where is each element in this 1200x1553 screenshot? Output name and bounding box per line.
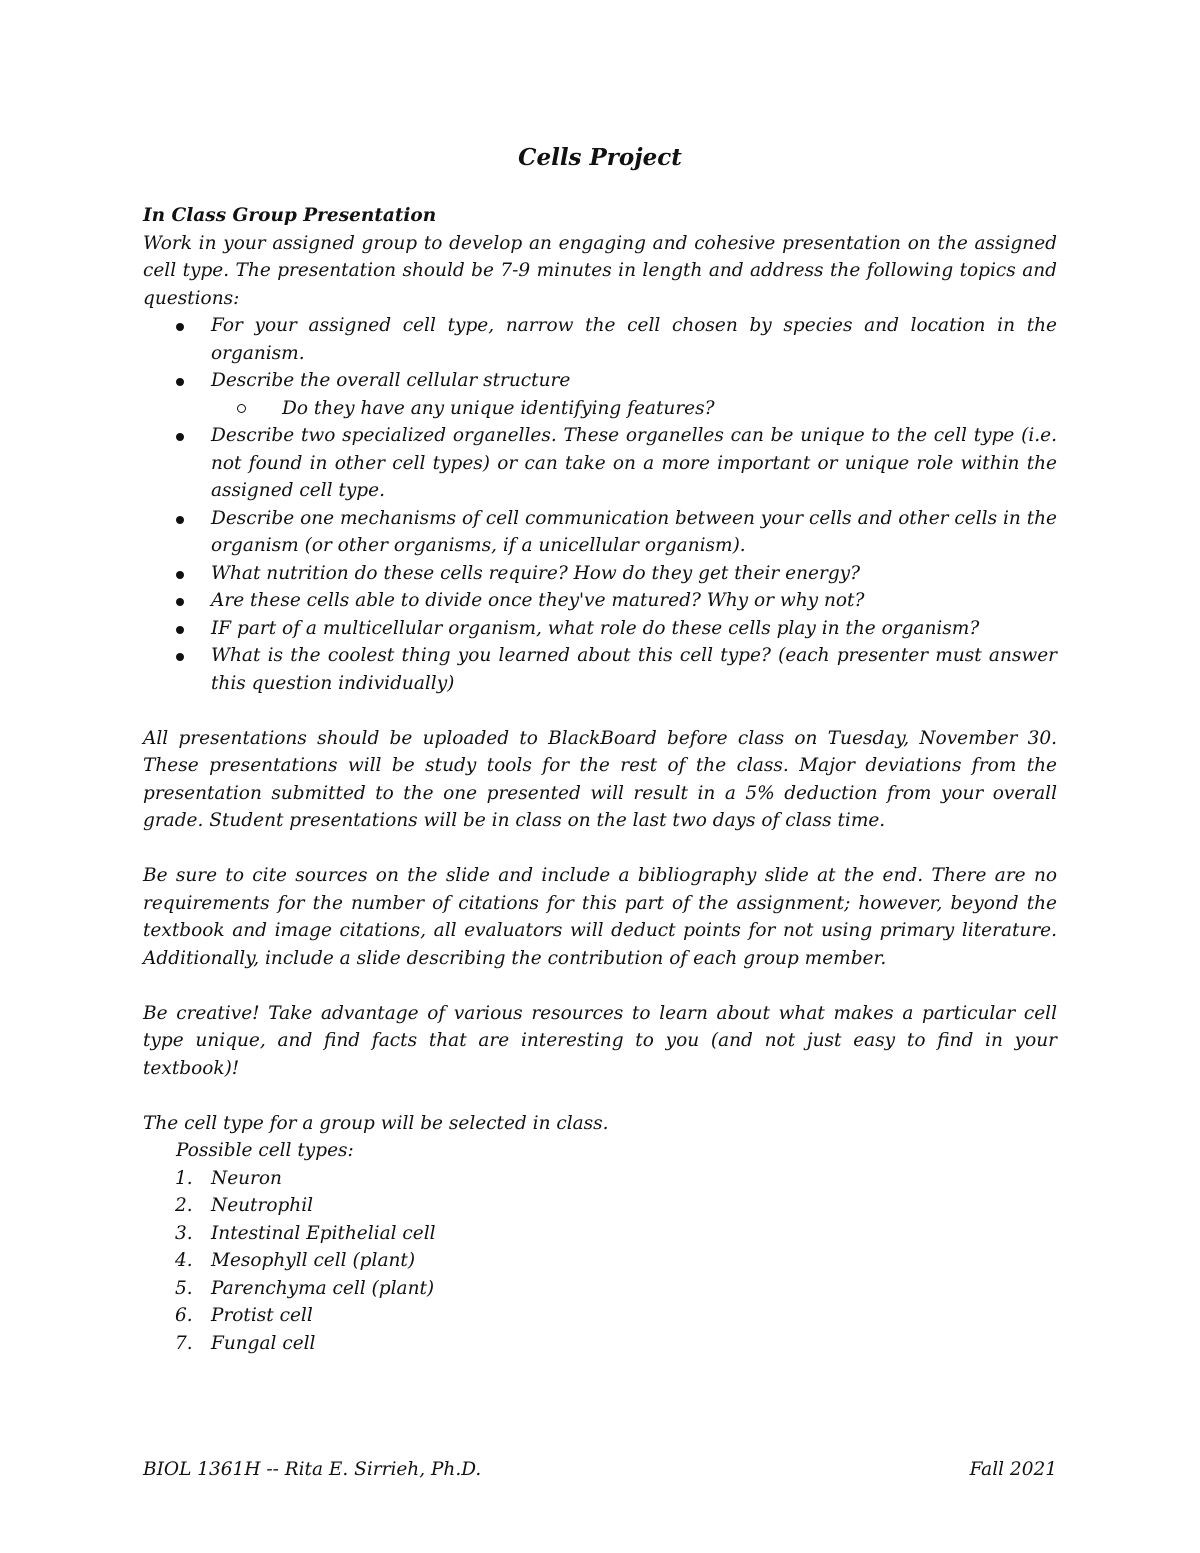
cell-type-item [175, 1165, 1057, 1193]
cell-type-item [175, 1330, 1057, 1358]
list-item [211, 587, 1057, 615]
list-item [211, 422, 1057, 505]
spacer [143, 1082, 1057, 1110]
creative-paragraph: Be creative! Take advantage of various resources to learn about what makes a particular cell type unique, and find facts that are interesting to you (and not just easy to find in your textbook)! [143, 1002, 1057, 1079]
list-item [211, 642, 1057, 697]
list-item-text: Are these cells able to divide once they've matured? Why or why not? [211, 590, 865, 611]
cell-type-item [175, 1220, 1057, 1248]
bullet-icon [176, 433, 184, 441]
spacer [143, 835, 1057, 863]
spacer [143, 697, 1057, 725]
section-heading: In Class Group Presentation [143, 205, 437, 226]
cell-type-number: 6. [175, 1305, 193, 1326]
cell-type-item [175, 1192, 1057, 1220]
cell-type-number: 3. [175, 1222, 193, 1244]
list-item [211, 505, 1057, 560]
topic-list [143, 312, 1057, 697]
sub-list-item [282, 395, 1057, 423]
list-item [211, 312, 1057, 367]
list-item-text: Describe the overall cellular structure [211, 370, 571, 391]
cell-type-item [175, 1275, 1057, 1303]
cell-type-number: 4. [175, 1250, 193, 1271]
citation-paragraph: Be sure to cite sources on the slide and include a bibliography slide at the end. There are no requirements for the number of citations for this part of the assignment; however, beyond the textbook and image citations, all evaluators will deduct points for not using primary literature. Additionally, include a slide describing the contribution of each group member. [143, 865, 1057, 969]
bullet-icon [176, 571, 184, 579]
document-body [143, 202, 1057, 1357]
cell-type-name: Parenchyma cell (plant) [211, 1277, 435, 1299]
list-item [211, 615, 1057, 643]
footer-term: Fall 2021 [969, 1459, 1057, 1480]
bullet-icon [176, 323, 184, 331]
cell-type-name: Protist cell [211, 1305, 313, 1326]
cell-type-name: Mesophyll cell (plant) [211, 1250, 416, 1271]
list-item-text: What is the coolest thing you learned about this cell type? (each presenter must answer this question individually) [211, 645, 1057, 694]
bullet-icon [176, 653, 184, 661]
list-item-text: For your assigned cell type, narrow the cell chosen by species and location in the organism. [211, 315, 1057, 364]
list-item-text: Describe one mechanisms of cell communication between your cells and other cells in the organism (or other organisms, if a unicellular organism). [211, 507, 1057, 556]
bullet-icon [176, 598, 184, 606]
sub-list [211, 395, 1057, 423]
cell-type-list [143, 1165, 1057, 1358]
bullet-icon [176, 516, 184, 524]
hollow-bullet-icon [237, 404, 246, 413]
cell-type-number: 7. [175, 1332, 193, 1354]
upload-paragraph: All presentations should be uploaded to BlackBoard before class on Tuesday, November 30. These presentations will be study tools for the rest of the class. Major deviations from the presentation submitted to the one presented will result in a 5% deduction from your overall grade. Student presentations will be in class on the last two days of class time. [143, 727, 1057, 831]
sub-list-item-text: Do they have any unique identifying features? [282, 397, 715, 419]
cell-type-number: 2. [175, 1195, 193, 1216]
list-item [211, 560, 1057, 588]
cell-type-item [175, 1302, 1057, 1330]
bullet-icon [176, 626, 184, 634]
cell-type-name: Fungal cell [211, 1332, 316, 1354]
cell-type-item [175, 1247, 1057, 1275]
cell-type-number: 1. [175, 1167, 193, 1189]
intro-paragraph: Work in your assigned group to develop an engaging and cohesive presentation on the assigned cell type. The presentation should be 7-9 minutes in length and address the following topics and questions: [143, 232, 1057, 309]
footer-course-info: BIOL 1361H -- Rita E. Sirrieh, Ph.D. [143, 1459, 482, 1480]
list-item-text: Describe two specialized organelles. These organelles can be unique to the cell type (i.e. not found in other cell types) or can take on a more important or unique role within the assigned cell type. [211, 425, 1057, 501]
possible-cell-types-label: Possible cell types: [176, 1140, 354, 1161]
cell-type-number: 5. [175, 1277, 193, 1299]
bullet-icon [176, 378, 184, 386]
list-item [211, 367, 1057, 422]
cell-selection-text: The cell type for a group will be selected in class. [143, 1112, 609, 1134]
list-item-text: What nutrition do these cells require? How do they get their energy? [211, 562, 861, 584]
page-title: Cells Project [518, 144, 682, 171]
cell-type-name: Intestinal Epithelial cell [211, 1222, 436, 1244]
cell-type-name: Neutrophil [211, 1195, 314, 1216]
spacer [143, 972, 1057, 1000]
cell-type-name: Neuron [211, 1167, 282, 1189]
list-item-text: IF part of a multicellular organism, what role do these cells play in the organism? [211, 617, 980, 639]
